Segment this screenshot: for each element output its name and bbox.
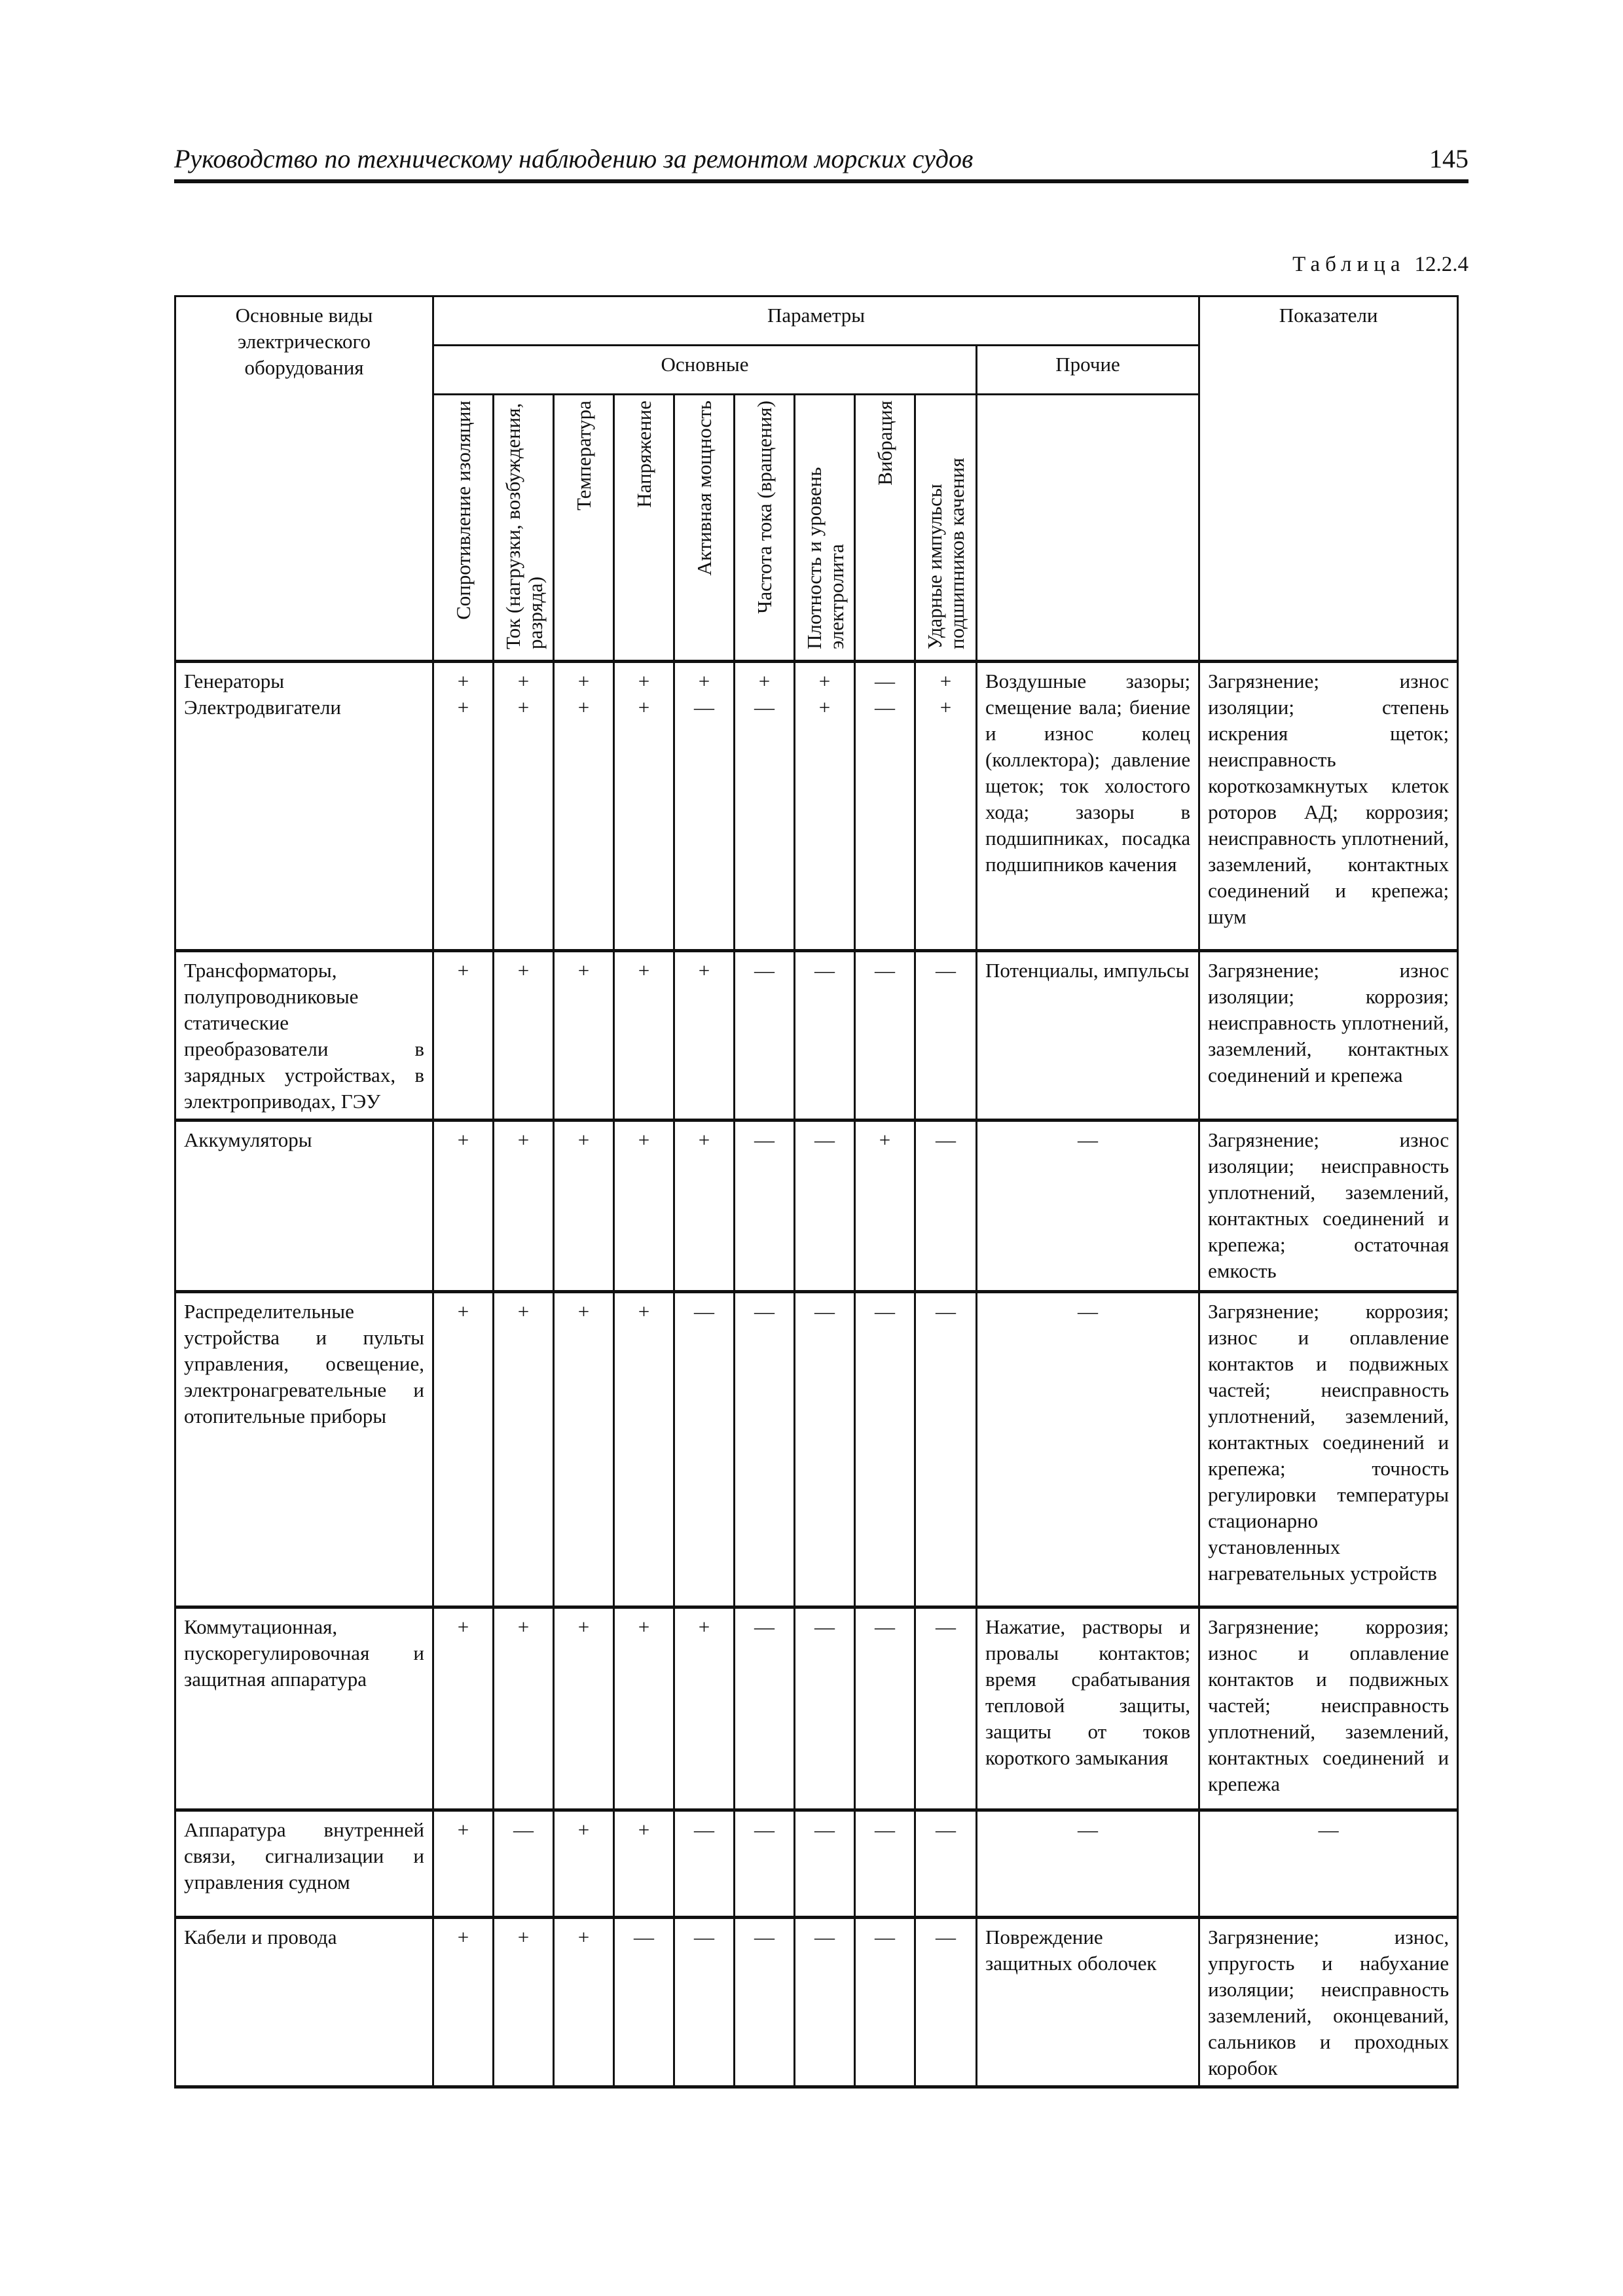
param-mark-cell bbox=[494, 1918, 554, 2087]
param-mark: — bbox=[814, 1926, 835, 1948]
param-mark: + bbox=[758, 670, 771, 692]
param-mark-cell bbox=[494, 662, 554, 951]
param-mark-cell bbox=[494, 1810, 554, 1918]
param-mark-cell bbox=[494, 951, 554, 1121]
param-mark: + bbox=[939, 696, 952, 719]
equipment-cell bbox=[175, 1918, 433, 2087]
param-mark: + bbox=[638, 1818, 650, 1841]
param-mark: + bbox=[517, 696, 530, 719]
param-mark: + bbox=[517, 1128, 530, 1151]
param-mark-cell bbox=[855, 1810, 915, 1918]
param-mark-cell bbox=[674, 1607, 735, 1810]
param-mark: — bbox=[814, 959, 835, 982]
table-row bbox=[175, 662, 1458, 951]
table-caption-word: Таблица bbox=[1292, 253, 1406, 276]
table-row bbox=[175, 1121, 1458, 1292]
running-title: Руководство по техническому наблюдению за ремонтом морских судов bbox=[174, 144, 974, 173]
table-caption-number: 12.2.4 bbox=[1414, 253, 1468, 276]
param-mark: — bbox=[754, 959, 775, 982]
param-mark: + bbox=[457, 1818, 469, 1841]
param-mark-cell bbox=[735, 1292, 795, 1607]
other-params-cell: — bbox=[977, 1292, 1199, 1607]
param-mark: — bbox=[936, 1926, 956, 1948]
equipment-cell bbox=[175, 1121, 433, 1292]
param-header-other-blank bbox=[977, 395, 1199, 662]
param-mark: + bbox=[457, 696, 469, 719]
param-header-voltage: Напряжение bbox=[614, 395, 674, 662]
param-mark-cell bbox=[855, 951, 915, 1121]
param-mark: + bbox=[457, 1615, 469, 1638]
param-mark: — bbox=[694, 1300, 714, 1323]
param-mark-cell bbox=[735, 1121, 795, 1292]
equipment-line: Трансформаторы, полупроводниковые статические преобразователи в зарядных устройствах, в электроприводах, ГЭУ bbox=[184, 959, 424, 1113]
param-mark: + bbox=[577, 1615, 590, 1638]
param-mark: + bbox=[698, 1128, 710, 1151]
other-params-cell: Повреждение защитных оболочек bbox=[977, 1918, 1199, 2087]
param-mark: + bbox=[517, 1926, 530, 1948]
param-mark: + bbox=[457, 1128, 469, 1151]
param-mark: — bbox=[754, 696, 775, 719]
param-header-vibration: Вибрация bbox=[855, 395, 915, 662]
param-mark: — bbox=[814, 1818, 835, 1841]
other-params-cell: Потенциалы, импульсы bbox=[977, 951, 1199, 1121]
param-mark-cell bbox=[915, 1810, 977, 1918]
param-mark: — bbox=[936, 1818, 956, 1841]
param-mark-cell bbox=[915, 1918, 977, 2087]
param-mark: — bbox=[694, 1926, 714, 1948]
param-mark-cell bbox=[433, 662, 494, 951]
equipment-cell bbox=[175, 1292, 433, 1607]
param-mark-cell bbox=[614, 1810, 674, 1918]
param-mark-cell bbox=[674, 951, 735, 1121]
param-mark-cell bbox=[855, 662, 915, 951]
param-mark-cell bbox=[915, 662, 977, 951]
param-mark: — bbox=[936, 959, 956, 982]
param-mark-cell bbox=[915, 1607, 977, 1810]
equipment-line: Распределительные устройства и пульты управления, освещение, электронагревательные и отопительные приборы bbox=[184, 1300, 424, 1427]
param-header-bearing-impulses: Ударные импульсы подшипников качения bbox=[915, 395, 977, 662]
param-mark: + bbox=[577, 1818, 590, 1841]
param-mark-cell bbox=[795, 1810, 855, 1918]
param-mark-cell bbox=[614, 1292, 674, 1607]
table-row bbox=[175, 951, 1458, 1121]
param-mark-cell bbox=[614, 1918, 674, 2087]
param-mark: + bbox=[638, 1300, 650, 1323]
param-mark-cell bbox=[433, 1121, 494, 1292]
param-mark-cell bbox=[554, 662, 614, 951]
param-mark: + bbox=[577, 1926, 590, 1948]
equipment-line: Аккумуляторы bbox=[184, 1128, 312, 1151]
param-mark-cell bbox=[735, 1918, 795, 2087]
param-mark-cell bbox=[795, 1292, 855, 1607]
param-mark: — bbox=[814, 1615, 835, 1638]
indicators-cell: Загрязнение; износ изоляции; степень искрения щеток; неисправность короткозамкнутых клеток роторов АД; коррозия; неисправность уплотнений, заземлений, контактных соединений и крепежа; шум bbox=[1199, 662, 1458, 951]
param-mark: + bbox=[698, 959, 710, 982]
param-mark: — bbox=[694, 1818, 714, 1841]
param-mark: — bbox=[875, 696, 895, 719]
table-row bbox=[175, 1607, 1458, 1810]
param-mark: + bbox=[879, 1128, 891, 1151]
param-mark: — bbox=[936, 1300, 956, 1323]
table-row bbox=[175, 1292, 1458, 1607]
group-parameters-header: Параметры bbox=[433, 296, 1199, 346]
col-equipment-header: Основные виды электрического оборудования bbox=[175, 296, 433, 662]
param-mark: — bbox=[875, 1818, 895, 1841]
param-mark-cell bbox=[735, 1810, 795, 1918]
indicators-cell: Загрязнение; износ, упругость и набухание изоляции; неисправность заземлений, оконцеваний, сальников и проходных коробок bbox=[1199, 1918, 1458, 2087]
param-mark-cell bbox=[674, 1810, 735, 1918]
param-mark: + bbox=[818, 696, 831, 719]
param-mark: + bbox=[939, 670, 952, 692]
param-mark-cell bbox=[915, 1121, 977, 1292]
group-main-header: Основные bbox=[433, 346, 977, 395]
param-mark: + bbox=[457, 1300, 469, 1323]
param-mark-cell bbox=[433, 1810, 494, 1918]
param-header-insulation: Сопротивление изоляции bbox=[433, 395, 494, 662]
param-mark: — bbox=[513, 1818, 534, 1841]
param-mark-cell bbox=[554, 1607, 614, 1810]
equipment-parameters-table bbox=[174, 295, 1459, 2089]
param-mark-cell bbox=[554, 1918, 614, 2087]
equipment-cell bbox=[175, 662, 433, 951]
other-params-cell: Воздушные зазоры; смещение вала; биение и износ колец (коллектора); давление щеток; ток холостого хода; зазоры в подшипниках, посадка подшипников качения bbox=[977, 662, 1199, 951]
table-row bbox=[175, 1810, 1458, 1918]
param-mark: + bbox=[698, 670, 710, 692]
param-mark-cell bbox=[674, 1292, 735, 1607]
page-number: 145 bbox=[1429, 144, 1468, 173]
equipment-line: Аппаратура внутренней связи, сигнализации и управления судном bbox=[184, 1818, 424, 1893]
param-mark: + bbox=[818, 670, 831, 692]
param-mark: + bbox=[577, 1128, 590, 1151]
running-header bbox=[174, 139, 1468, 183]
indicators-cell: Загрязнение; износ изоляции; коррозия; неисправность уплотнений, заземлений, контактных соединений и крепежа bbox=[1199, 951, 1458, 1121]
other-params-cell: — bbox=[977, 1121, 1199, 1292]
param-mark-cell bbox=[614, 951, 674, 1121]
other-params-cell: Нажатие, растворы и провалы контактов; время срабатывания тепловой защиты, защиты от токов короткого замыкания bbox=[977, 1607, 1199, 1810]
param-mark-cell bbox=[614, 662, 674, 951]
param-mark: + bbox=[577, 959, 590, 982]
param-mark-cell bbox=[494, 1121, 554, 1292]
param-mark: — bbox=[754, 1128, 775, 1151]
equipment-line: Кабели и провода bbox=[184, 1926, 337, 1948]
param-mark-cell bbox=[915, 1292, 977, 1607]
table-body bbox=[175, 662, 1458, 2087]
indicators-cell: Загрязнение; коррозия; износ и оплавление контактов и подвижных частей; неисправность уплотнений, заземлений, контактных соединений и крепежа bbox=[1199, 1607, 1458, 1810]
param-header-temperature: Температура bbox=[554, 395, 614, 662]
param-mark: — bbox=[875, 959, 895, 982]
param-mark: — bbox=[754, 1300, 775, 1323]
param-mark: + bbox=[638, 696, 650, 719]
param-mark-cell bbox=[433, 1607, 494, 1810]
param-mark: — bbox=[694, 696, 714, 719]
param-mark: + bbox=[638, 1615, 650, 1638]
param-header-frequency: Частота тока (вращения) bbox=[735, 395, 795, 662]
param-mark: + bbox=[517, 1300, 530, 1323]
param-mark-cell bbox=[554, 1121, 614, 1292]
param-mark: — bbox=[875, 1615, 895, 1638]
param-mark-cell bbox=[614, 1121, 674, 1292]
param-mark-cell bbox=[494, 1292, 554, 1607]
table-header bbox=[175, 296, 1458, 662]
param-mark: + bbox=[517, 670, 530, 692]
param-mark-cell bbox=[554, 1810, 614, 1918]
param-mark: + bbox=[457, 1926, 469, 1948]
table-caption bbox=[1292, 253, 1468, 277]
param-mark-cell bbox=[795, 1121, 855, 1292]
param-mark-cell bbox=[554, 1292, 614, 1607]
param-mark-cell bbox=[433, 951, 494, 1121]
param-mark-cell bbox=[795, 1918, 855, 2087]
param-mark-cell bbox=[735, 662, 795, 951]
param-mark: — bbox=[875, 1300, 895, 1323]
param-mark: + bbox=[457, 959, 469, 982]
param-mark-cell bbox=[915, 951, 977, 1121]
param-mark-cell bbox=[855, 1607, 915, 1810]
param-mark-cell bbox=[855, 1292, 915, 1607]
indicators-cell: — bbox=[1199, 1810, 1458, 1918]
equipment-line: Генераторы bbox=[184, 670, 285, 692]
param-mark: + bbox=[577, 1300, 590, 1323]
col-indicators-header: Показатели bbox=[1199, 296, 1458, 662]
param-mark-cell bbox=[674, 1918, 735, 2087]
param-mark-cell bbox=[795, 1607, 855, 1810]
param-mark-cell bbox=[614, 1607, 674, 1810]
param-mark: — bbox=[754, 1615, 775, 1638]
param-mark-cell bbox=[735, 951, 795, 1121]
param-mark-cell bbox=[795, 951, 855, 1121]
param-mark: + bbox=[638, 670, 650, 692]
equipment-cell bbox=[175, 951, 433, 1121]
param-mark: + bbox=[517, 959, 530, 982]
param-mark: + bbox=[577, 696, 590, 719]
indicators-cell: Загрязнение; коррозия; износ и оплавление контактов и подвижных частей; неисправность уплотнений, заземлений, контактных соединений и крепежа; точность регулировки температуры стационарно установленных нагревательных устройств bbox=[1199, 1292, 1458, 1607]
equipment-cell bbox=[175, 1607, 433, 1810]
param-mark: — bbox=[936, 1128, 956, 1151]
param-mark: + bbox=[577, 670, 590, 692]
param-header-current: Ток (нагрузки, возбуждения, разряда) bbox=[494, 395, 554, 662]
indicators-cell: Загрязнение; износ изоляции; неисправность уплотнений, заземлений, контактных соединений и крепежа; остаточная емкость bbox=[1199, 1121, 1458, 1292]
param-mark-cell bbox=[735, 1607, 795, 1810]
param-mark-cell bbox=[433, 1292, 494, 1607]
group-other-header: Прочие bbox=[977, 346, 1199, 395]
table-row bbox=[175, 1918, 1458, 2087]
param-mark: — bbox=[814, 1128, 835, 1151]
param-mark-cell bbox=[554, 951, 614, 1121]
other-params-cell: — bbox=[977, 1810, 1199, 1918]
param-mark: — bbox=[634, 1926, 654, 1948]
equipment-line: Коммутационная, пускорегулировочная и защитная аппаратура bbox=[184, 1615, 424, 1691]
param-mark: + bbox=[638, 959, 650, 982]
param-mark: + bbox=[457, 670, 469, 692]
param-header-electrolyte: Плотность и уровень электролита bbox=[795, 395, 855, 662]
equipment-line: Электродвигатели bbox=[184, 696, 342, 719]
param-mark: + bbox=[517, 1615, 530, 1638]
param-header-active-power: Активная мощность bbox=[674, 395, 735, 662]
param-mark: — bbox=[754, 1818, 775, 1841]
param-mark-cell bbox=[674, 662, 735, 951]
param-mark-cell bbox=[795, 662, 855, 951]
param-mark-cell bbox=[855, 1121, 915, 1292]
param-mark: + bbox=[638, 1128, 650, 1151]
param-mark: + bbox=[698, 1615, 710, 1638]
param-mark: — bbox=[875, 670, 895, 692]
param-mark: — bbox=[875, 1926, 895, 1948]
param-mark-cell bbox=[855, 1918, 915, 2087]
equipment-cell bbox=[175, 1810, 433, 1918]
param-mark: — bbox=[936, 1615, 956, 1638]
param-mark-cell bbox=[494, 1607, 554, 1810]
param-mark: — bbox=[814, 1300, 835, 1323]
param-mark-cell bbox=[674, 1121, 735, 1292]
param-mark-cell bbox=[433, 1918, 494, 2087]
param-mark: — bbox=[754, 1926, 775, 1948]
